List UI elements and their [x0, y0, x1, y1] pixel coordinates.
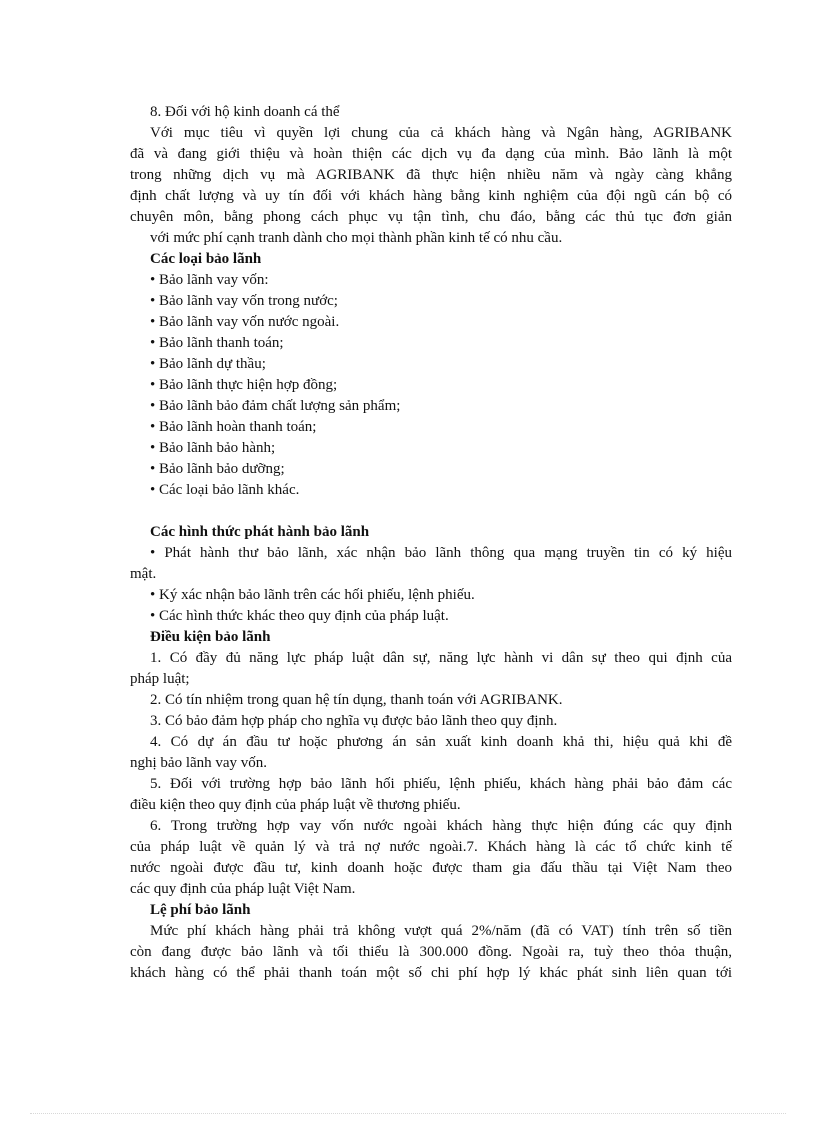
page-footer-divider: [30, 1113, 786, 1114]
list-item: • Các loại bảo lãnh khác.: [150, 482, 300, 498]
intro-line: định chất lượng và uy tín đối với khách hàng bằng kinh nghiệm của đội ngũ cán bộ có: [130, 188, 732, 204]
fee-line: Mức phí khách hàng phải trả không vượt quá 2%/năm (đã có VAT) tính trên số tiền: [150, 923, 732, 939]
condition-line: 6. Trong trường hợp vay vốn nước ngoài khách hàng thực hiện đúng các quy định: [150, 818, 732, 834]
condition-line: của pháp luật về quản lý và trả nợ nước ngoài.7. Khách hàng là các tổ chức kinh tế: [130, 839, 732, 855]
condition-line: 5. Đối với trường hợp bảo lãnh hối phiếu, lệnh phiếu, khách hàng phải bảo đảm các: [150, 776, 732, 792]
condition-line: 4. Có dự án đầu tư hoặc phương án sản xuất kinh doanh khả thi, hiệu quả khi đề: [150, 734, 732, 750]
blank-line: [130, 501, 732, 522]
intro-line: đã và đang giới thiệu và hoàn thiện các dịch vụ đa dạng của mình. Bảo lãnh là một: [130, 146, 732, 162]
condition-item: 3. Có bảo đảm hợp pháp cho nghĩa vụ được bảo lãnh theo quy định.: [150, 713, 558, 729]
intro-paragraph: [130, 123, 732, 249]
list-item: • Bảo lãnh bảo hành;: [150, 440, 276, 456]
intro-line: với mức phí cạnh tranh dành cho mọi thành phần kinh tế có nhu cầu.: [150, 230, 563, 246]
list-item: • Bảo lãnh thực hiện hợp đồng;: [150, 377, 338, 393]
list-item: • Bảo lãnh bảo đảm chất lượng sản phẩm;: [150, 398, 401, 414]
forms-item: • Các hình thức khác theo quy định của pháp luật.: [150, 608, 449, 624]
condition-line: nghị bảo lãnh vay vốn.: [130, 755, 268, 771]
condition-line: nước ngoài được đầu tư, kinh doanh hoặc được tham gia đấu thầu tại Việt Nam theo: [130, 860, 732, 876]
fee-line: khách hàng có thể phải thanh toán một số chi phí hợp lý khác phát sinh liên quan tới: [130, 965, 732, 981]
intro-line: trong những dịch vụ mà AGRIBANK đã thực hiện nhiều năm và ngày càng khẳng: [130, 167, 732, 183]
intro-line: chuyên môn, bằng phong cách phục vụ tận tình, chu đáo, bằng các thủ tục đơn giản: [130, 209, 732, 225]
condition-line: các quy định của pháp luật Việt Nam.: [130, 881, 356, 897]
section-title: 8. Đối với hộ kinh doanh cá thể: [150, 104, 340, 120]
types-heading: Các loại bảo lãnh: [150, 251, 262, 267]
list-item: • Bảo lãnh vay vốn trong nước;: [150, 293, 338, 309]
condition-item: 2. Có tín nhiệm trong quan hệ tín dụng, thanh toán với AGRIBANK.: [150, 692, 563, 708]
forms-item-line: • Phát hành thư bảo lãnh, xác nhận bảo lãnh thông qua mạng truyền tin có ký hiệu: [150, 545, 732, 561]
list-item: • Bảo lãnh bảo dưỡng;: [150, 461, 285, 477]
forms-item-line: mật.: [130, 566, 157, 582]
intro-line: Với mục tiêu vì quyền lợi chung của cả khách hàng và Ngân hàng, AGRIBANK: [150, 125, 732, 141]
conditions-heading: Điều kiện bảo lãnh: [150, 629, 271, 645]
list-item: • Bảo lãnh hoàn thanh toán;: [150, 419, 317, 435]
document-page: [130, 102, 732, 984]
forms-item: • Ký xác nhận bảo lãnh trên các hối phiếu, lệnh phiếu.: [150, 587, 475, 603]
condition-line: 1. Có đầy đủ năng lực pháp luật dân sự, năng lực hành vi dân sự theo qui định của: [150, 650, 732, 666]
list-item: • Bảo lãnh dự thầu;: [150, 356, 266, 372]
fee-heading: Lệ phí bảo lãnh: [150, 902, 251, 918]
types-list: [130, 270, 732, 501]
list-item: • Bảo lãnh vay vốn:: [150, 272, 269, 288]
list-item: • Bảo lãnh thanh toán;: [150, 335, 284, 351]
condition-line: pháp luật;: [130, 671, 190, 687]
fee-line: còn đang được bảo lãnh và tối thiểu là 300.000 đồng. Ngoài ra, tuỳ theo thỏa thuận,: [130, 944, 732, 960]
forms-heading: Các hình thức phát hành bảo lãnh: [150, 524, 370, 540]
list-item: • Bảo lãnh vay vốn nước ngoài.: [150, 314, 340, 330]
condition-line: điều kiện theo quy định của pháp luật về thương phiếu.: [130, 797, 461, 813]
